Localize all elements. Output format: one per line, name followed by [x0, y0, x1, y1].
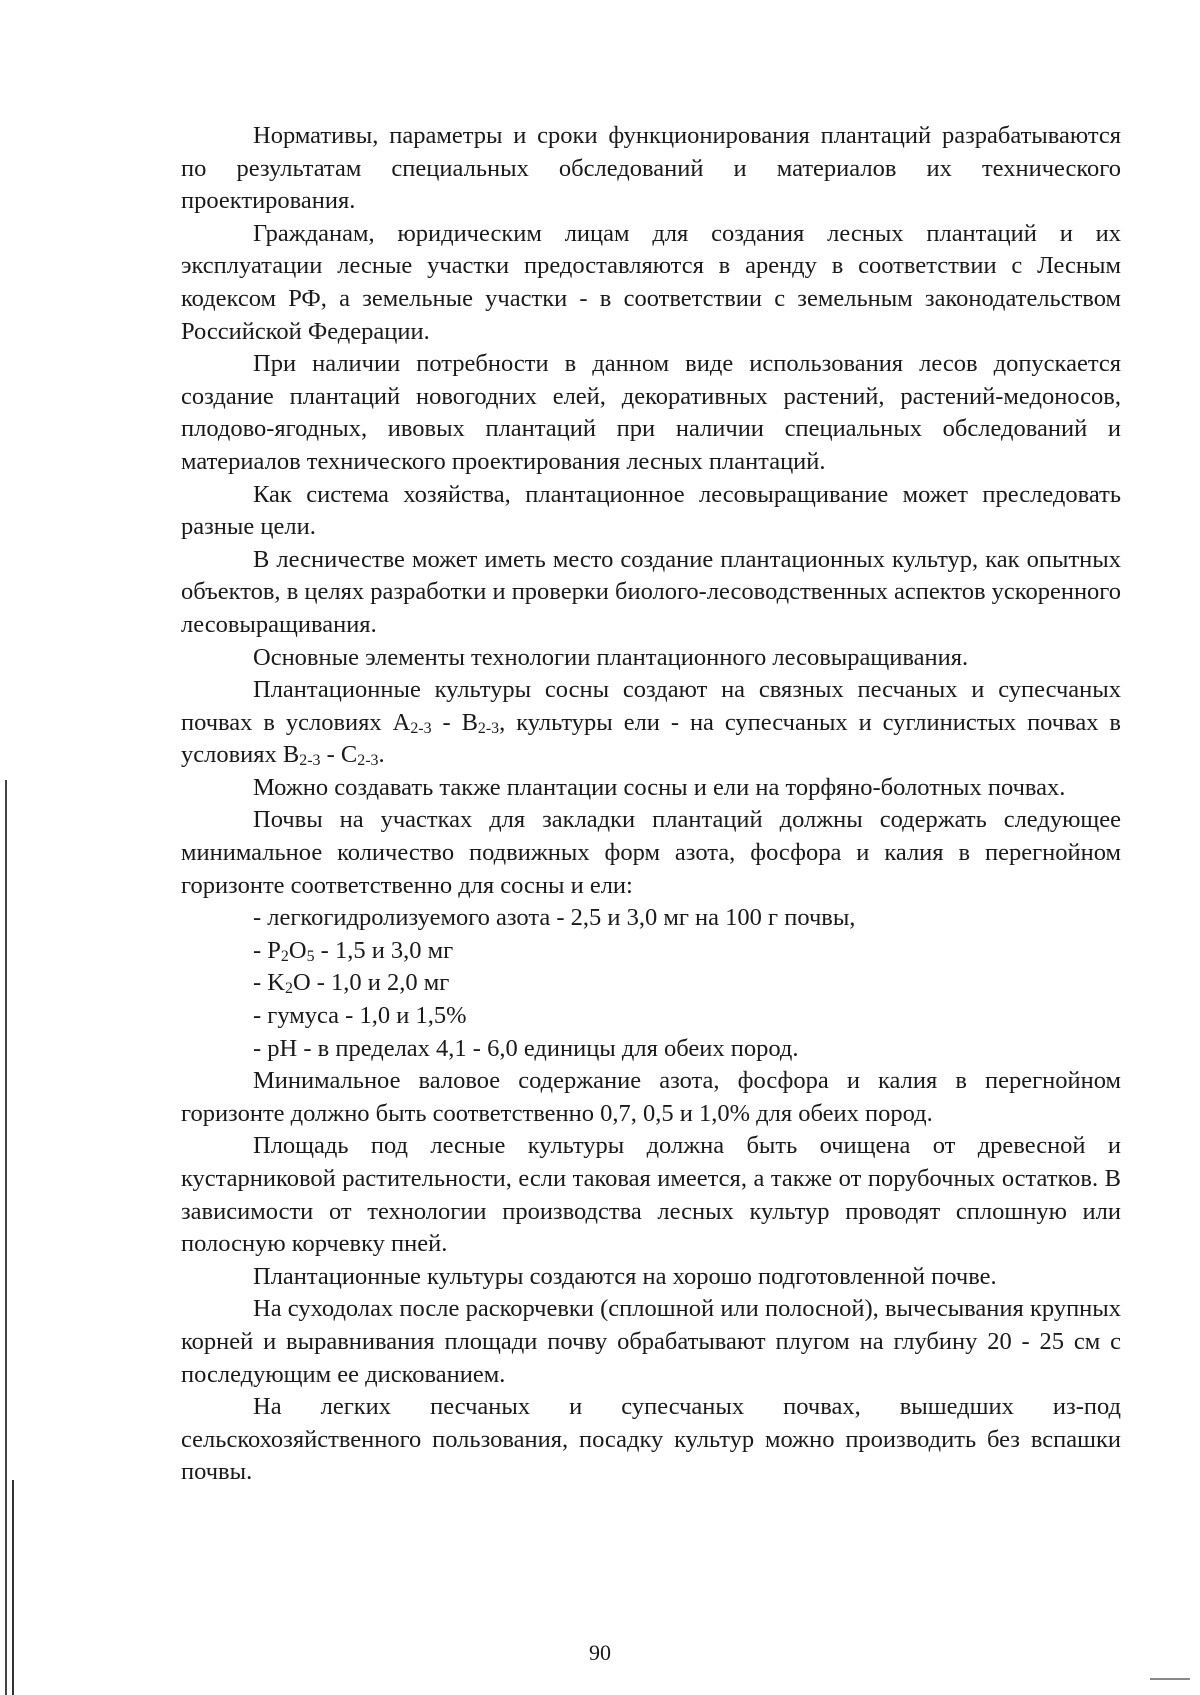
scan-edge-mark [1150, 1678, 1190, 1680]
page-number: 90 [589, 1640, 611, 1665]
paragraph: На легких песчаных и супесчаных почвах, вышедших из-под сельскохозяйственного пользования, посадку культур можно производить без вспашки почвы. [181, 1393, 1121, 1486]
paragraph: Почвы на участках для закладки плантаций должны содержать следующее минимальное количество подвижных форм азота, фосфора и калия в перегнойном горизонте соответственно для сосны и ели: [181, 806, 1121, 899]
text-run: Плантационные культуры сосны создают на связных песчаных и супесчаных почвах в условиях А [181, 676, 1121, 736]
text-run: O - 1,0 и 2,0 мг [292, 969, 450, 997]
subscript: 2 [280, 948, 289, 966]
text-run: . [378, 741, 385, 769]
subscript: 2-3 [299, 752, 321, 770]
subscript: 2 [284, 980, 293, 998]
list-item: - гумуса - 1,0 и 1,5% [253, 1002, 467, 1030]
list-item: - легкогидролизуемого азота - 2,5 и 3,0 мг на 100 г почвы, [253, 904, 856, 932]
paragraph: Минимальное валовое содержание азота, фосфора и калия в перегнойном горизонте должно быть соответственно 0,7, 0,5 и 1,0% для обеих пород. [181, 1067, 1121, 1127]
text-run: - 1,5 и 3,0 мг [314, 936, 454, 964]
scan-edge-line [5, 780, 7, 1695]
paragraph: Как система хозяйства, плантационное лесовыращивание может преследовать разные цели. [181, 480, 1121, 541]
subscript: 5 [306, 948, 315, 966]
subscript: 2-3 [410, 719, 432, 737]
paragraph: Основные элементы технологии плантационного лесовыращивания. [253, 643, 969, 671]
text-run: - P [253, 936, 281, 964]
list-item [181, 967, 1121, 1000]
list-item: - pH - в пределах 4,1 - 6,0 единицы для обеих пород. [253, 1034, 799, 1062]
document-body [181, 120, 1121, 1489]
text-run: , культуры ели - на супесчаных и суглинистых почвах в условиях В [181, 708, 1121, 769]
list-item [181, 935, 1121, 968]
paragraph: На суходолах после раскорчевки (сплошной или полосной), вычесывания крупных корней и выравнивания площади почву обрабатывают плугом на глубину 20 - 25 см с последующим ее дискованием. [181, 1295, 1121, 1388]
subscript: 2-3 [357, 752, 379, 770]
soil-conditions-paragraph [181, 674, 1121, 772]
paragraph: Можно создавать также плантации сосны и ели на торфяно-болотных почвах. [253, 773, 1066, 801]
paragraph: При наличии потребности в данном виде использования лесов допускается создание плантаций новогодних елей, декоративных растений, растений-медоносов, плодово-ягодных, ивовых плантаций при наличии специальных обследований и материалов технического проектирования лесных плантаций. [181, 350, 1121, 475]
text-run: - В [431, 708, 478, 736]
text-run: O [288, 936, 307, 964]
paragraph: В лесничестве может иметь место создание плантационных культур, как опытных объектов, в целях разработки и проверки биолого-лесоводственных аспектов ускоренного лесовыращивания. [181, 545, 1121, 638]
text-run: - С [320, 741, 358, 769]
paragraph: Плантационные культуры создаются на хорошо подготовленной почве. [253, 1262, 997, 1290]
paragraph: Площадь под лесные культуры должна быть очищена от древесной и кустарниковой растительности, если таковая имеется, а также от порубочных остатков. В зависимости от технологии производства лесных культур проводят сплошную или полосную корчевку пней. [181, 1132, 1121, 1258]
subscript: 2-3 [477, 719, 500, 737]
text-run: - K [253, 969, 285, 997]
paragraph: Нормативы, параметры и сроки функционирования плантаций разрабатываются по результатам специальных обследований и материалов их технического проектирования. [181, 122, 1121, 215]
paragraph: Гражданам, юридическим лицам для создания лесных плантаций и их эксплуатации лесные участки предоставляются в аренду в соответствии с Лесным кодексом РФ, а земельные участки - в соответствии с земельным законодательством Российской Федерации. [181, 219, 1121, 345]
